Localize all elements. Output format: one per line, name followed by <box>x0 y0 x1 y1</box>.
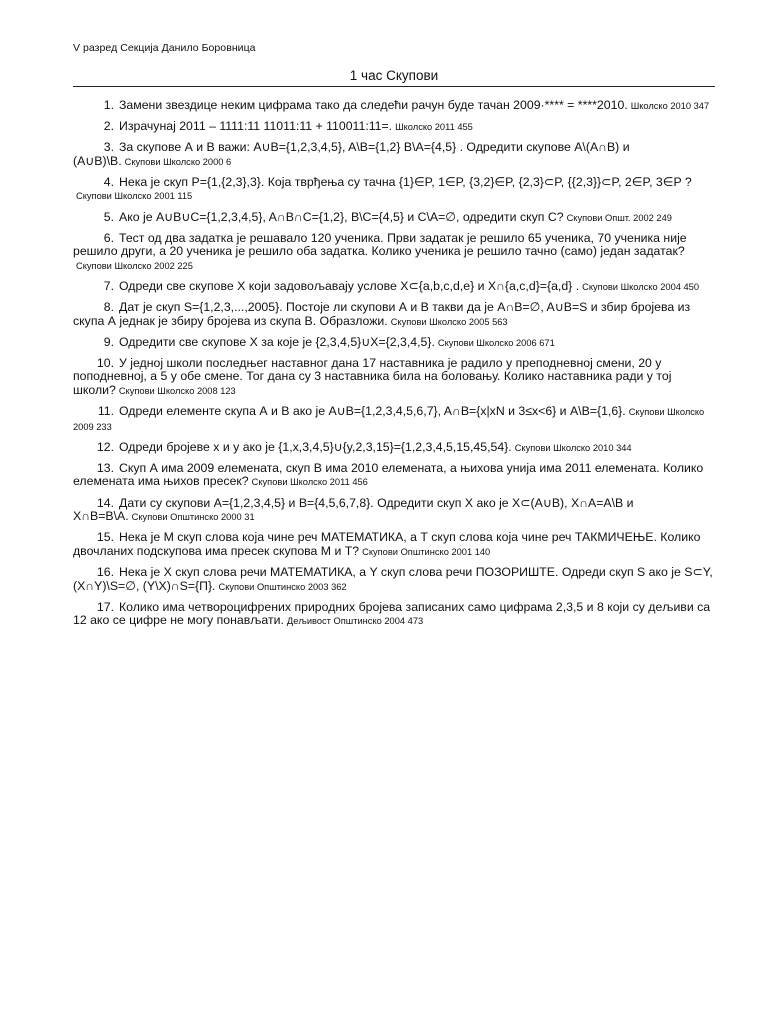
problem-item <box>73 566 716 594</box>
title-divider <box>73 86 715 87</box>
problem-item <box>73 301 716 329</box>
problem-item <box>73 336 716 351</box>
problem-number: 13. <box>96 460 114 475</box>
problem-item <box>73 531 716 559</box>
problem-item <box>73 405 716 434</box>
problem-source: Скупови Школско 2008 123 <box>118 386 236 396</box>
problem-item <box>73 99 716 114</box>
problem-text: Нека је скуп P={1,{2,3},3}. Која тврђења су тачна {1}∈P, 1∈P, {3,2}∈P, {2,3}⊂P, {{2,3}}⊂P, 2∈P, 3∈P ? <box>119 174 692 189</box>
problem-number: 2. <box>103 119 114 134</box>
problem-source: Скупови Општ. 2002 249 <box>566 212 672 223</box>
problem-text: Колико има четвороцифрених природних бројева записаних само цифрама 2,3,5 и 8 који су дељиви са 12 ако се цифре не могу понављати. <box>73 599 711 628</box>
problem-text: Израчунај 2011 – 1111:11 11011:11 + 110011:11=. <box>119 119 393 134</box>
problem-source: Дељивост Општинско 2004 473 <box>286 616 424 627</box>
problem-item <box>73 357 716 399</box>
problem-text: Скуп А има 2009 елемената, скуп В има 2010 елемената, а њихова унија има 2011 елемената. Колико елемената има њихов пресек? <box>73 460 704 489</box>
problem-source: Скупови Општинско 2000 31 <box>131 512 255 523</box>
problem-item <box>73 120 716 135</box>
problem-item <box>73 141 716 169</box>
problem-text: Одредити све скупове Х за које је {2,3,4,5}∪X={2,3,4,5}. <box>119 334 435 349</box>
problem-number: 3. <box>103 140 114 155</box>
problem-item <box>73 497 716 525</box>
problem-source: Скупови Школско 2006 671 <box>437 337 555 348</box>
problem-text: За скупове А и В важи: A∪B={1,2,3,4,5}, A\B={1,2} B\A={4,5} . Одредити скупове A\(A∩B) и (A∪B)\B. <box>73 140 630 168</box>
problem-item <box>73 280 716 295</box>
problem-source: Скупови Општинско 2003 362 <box>218 581 347 592</box>
problem-text: Нека је М скуп слова која чине реч МАТЕМАТИКА, а Т скуп слова која чине реч ТАКМИЧЕЊЕ. Колико двочланих подскупова има пресек скупова М и Т? <box>73 530 701 558</box>
problem-text: У једној школи последњег наставног дана 17 наставника је радило у преподневној смени, 20 у поподневној, а 5 у обе смене. Тог дана су 3 наставника била на боловању. Колико наставника ради у тој школи? <box>73 355 672 397</box>
problem-source: Школско 2011 455 <box>395 122 473 133</box>
problem-number: 17. <box>96 599 114 614</box>
problem-item <box>73 462 716 490</box>
problem-text: Дати су скупови A={1,2,3,4,5} и B={4,5,6,7,8}. Одредити скуп Х ако је X⊂(A∪B), X∩A=A\B и X∩B=B\A. <box>73 495 634 524</box>
problem-number: 12. <box>96 439 114 454</box>
problem-number: 9. <box>103 334 114 349</box>
problem-text: Одреди елементе скупа А и В ако је A∪B={1,2,3,4,5,6,7}, A∩B={x|xN и 3≤x<6} и A\B={1,6}. <box>119 404 626 419</box>
problem-number: 6. <box>103 230 114 245</box>
problem-text: Нека је Х скуп слова речи МАТЕМАТИКА, а Y скуп слова речи ПОЗОРИШТЕ. Одреди скуп S ако је S⊂Y, (X∩Y)\S=∅, (Y\X)∩S={П}. <box>73 564 713 593</box>
problem-number: 4. <box>103 174 114 189</box>
problem-source: Скупови Школско 2004 450 <box>582 281 700 292</box>
problem-text: Ако је A∪B∪C={1,2,3,4,5}, A∩B∩C={1,2}, B\C={4,5} и C\A=∅, одредити скуп С? <box>119 209 564 224</box>
problem-number: 16. <box>96 564 114 579</box>
problem-number: 10. <box>96 355 114 370</box>
problem-text: Дат је скуп S={1,2,3,...,2005}. Постоје ли скупови А и В такви да је A∩B=∅, A∪B=S и збир бројева из скупа А једнак је збиру бројева из скупа В. Образложи. <box>73 300 691 328</box>
problem-source: Скупови Школско 2010 344 <box>514 442 632 453</box>
problem-number: 5. <box>103 209 114 224</box>
problem-item <box>73 176 716 204</box>
problem-source: Скупови Општинско 2001 140 <box>362 546 491 557</box>
problem-source: Скупови Школско 2001 115 <box>76 191 193 202</box>
problem-number: 7. <box>103 278 114 293</box>
problem-item <box>73 211 716 226</box>
problem-list <box>73 99 716 635</box>
problem-item <box>73 441 716 456</box>
problem-source: Скупови Школско 2000 6 <box>124 156 232 167</box>
problem-item <box>73 601 716 629</box>
problem-number: 15. <box>96 530 114 545</box>
problem-item <box>73 232 716 274</box>
problem-text: Тест од два задатка је решавало 120 ученика. Први задатак је решило 65 ученика, 70 ученика није решило други, а 20 ученика је решило оба задатка. Колико ученика је решило тачно (само) један задатак? <box>73 230 687 259</box>
problem-number: 11. <box>97 404 114 419</box>
problem-text: Одреди бројеве x и y ако је {1,x,3,4,5}∪{y,2,3,15}={1,2,3,4,5,15,45,54}. <box>119 439 512 454</box>
problem-text: Замени звездице неким цифрама тако да следећи рачун буде тачан 2009·**** = ****2010. <box>119 98 628 112</box>
page-title: 1 час Скупови <box>349 68 439 83</box>
problem-number: 1. <box>103 98 114 112</box>
problem-source: Скупови Школско 2002 225 <box>76 260 193 271</box>
problem-number: 8. <box>103 300 114 315</box>
problem-source: Школско 2010 347 <box>630 101 710 111</box>
problem-source: Скупови Школско 2009 233 <box>73 407 705 432</box>
problem-source: Скупови Школско 2011 456 <box>251 477 368 488</box>
problem-number: 14. <box>96 495 114 510</box>
problem-source: Скупови Школско 2005 563 <box>390 316 508 327</box>
problem-text: Одреди све скупове Х који задовољавају услове X⊂{a,b,c,d,e} и X∩{a,c,d}={a,d} . <box>119 278 580 293</box>
document-header: V разред Секција Данило Боровница <box>73 42 256 54</box>
